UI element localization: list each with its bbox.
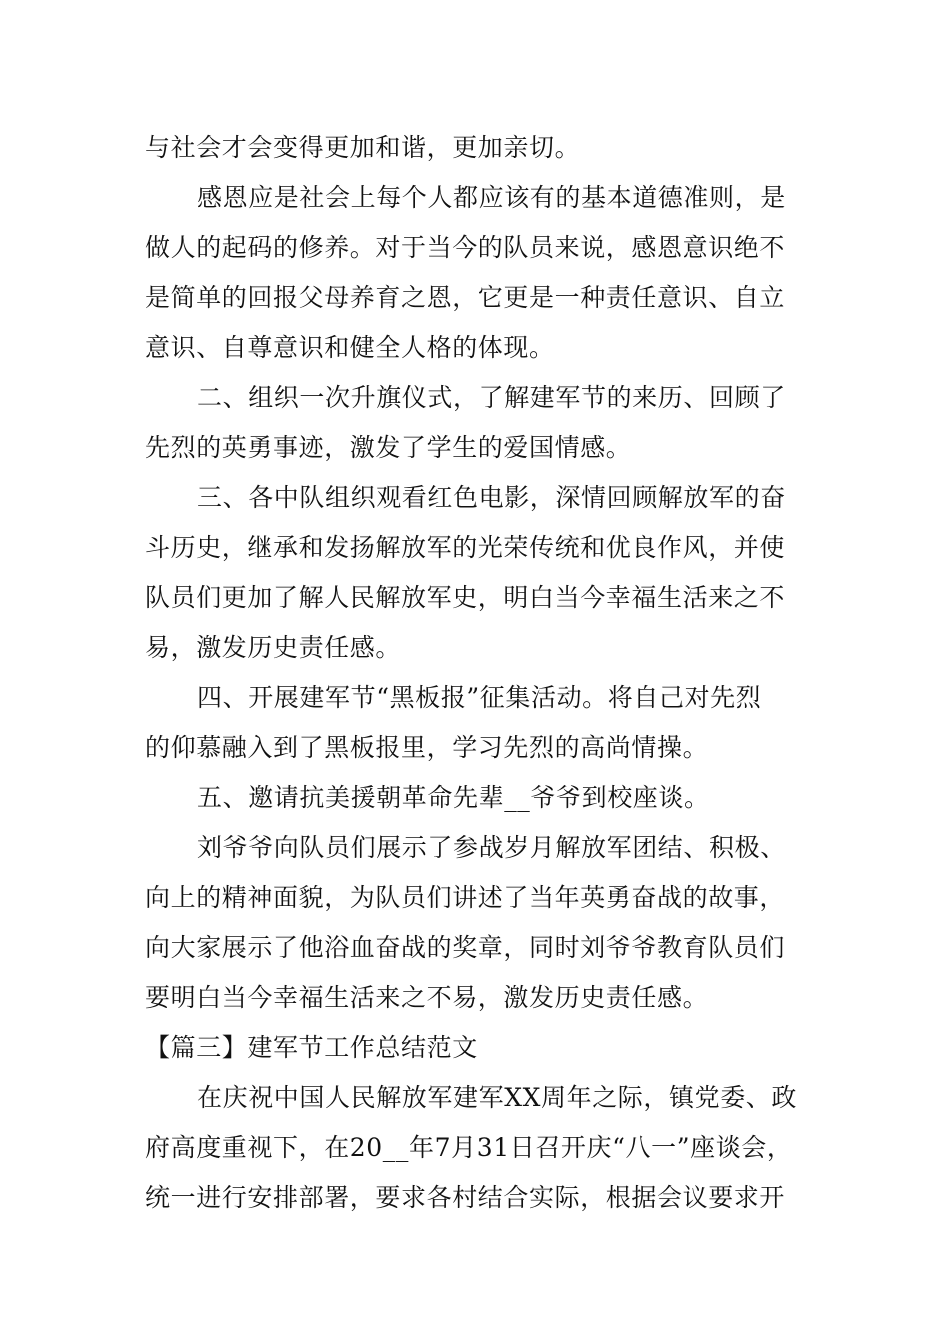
paragraph-line: 府高度重视下，在20__年7月31日召开庆“八一”座谈会， [145, 1133, 793, 1162]
paragraph-line: 三、各中队组织观看红色电影，深情回顾解放军的奋 [197, 483, 786, 512]
paragraph-line: 要明白当今幸福生活来之不易，激发历史责任感。 [145, 983, 709, 1012]
paragraph-line: 斗历史，继承和发扬解放军的光荣传统和优良作风，并使 [145, 533, 786, 562]
paragraph-line: 向上的精神面貌，为队员们讲述了当年英勇奋战的故事， [145, 883, 786, 912]
paragraph-line: 五、邀请抗美援朝革命先辈__爷爷到校座谈。 [197, 783, 710, 812]
paragraph-line: 刘爷爷向队员们展示了参战岁月解放军团结、积极、 [197, 833, 786, 862]
paragraph-line: 是简单的回报父母养育之恩，它更是一种责任意识、自立 [145, 283, 786, 312]
paragraph-line: 队员们更加了解人民解放军史，明白当今幸福生活来之不 [145, 583, 786, 612]
paragraph-line: 易，激发历史责任感。 [145, 633, 402, 662]
paragraph-line: 在庆祝中国人民解放军建军XX周年之际，镇党委、政 [197, 1083, 797, 1112]
paragraph-line: 做人的起码的修养。对于当今的队员来说，感恩意识绝不 [145, 233, 786, 262]
paragraph-line: 统一进行安排部署，要求各村结合实际，根据会议要求开 [145, 1183, 786, 1212]
paragraph-line: 二、组织一次升旗仪式，了解建军节的来历、回顾了 [197, 383, 786, 412]
paragraph-line: 向大家展示了他浴血奋战的奖章，同时刘爷爷教育队员们 [145, 933, 786, 962]
paragraph-line: 先烈的英勇事迹，激发了学生的爱国情感。 [145, 433, 632, 462]
paragraph-line: 的仰慕融入到了黑板报里，学习先烈的高尚情操。 [145, 733, 709, 762]
paragraph-line: 四、开展建军节“黑板报”征集活动。将自己对先烈 [197, 683, 762, 712]
section-heading: 【篇三】建军节工作总结范文 [145, 1033, 478, 1062]
paragraph-line: 与社会才会变得更加和谐，更加亲切。 [145, 133, 581, 162]
paragraph-line: 意识、自尊意识和健全人格的体现。 [145, 333, 555, 362]
paragraph-line: 感恩应是社会上每个人都应该有的基本道德准则，是 [197, 183, 786, 212]
